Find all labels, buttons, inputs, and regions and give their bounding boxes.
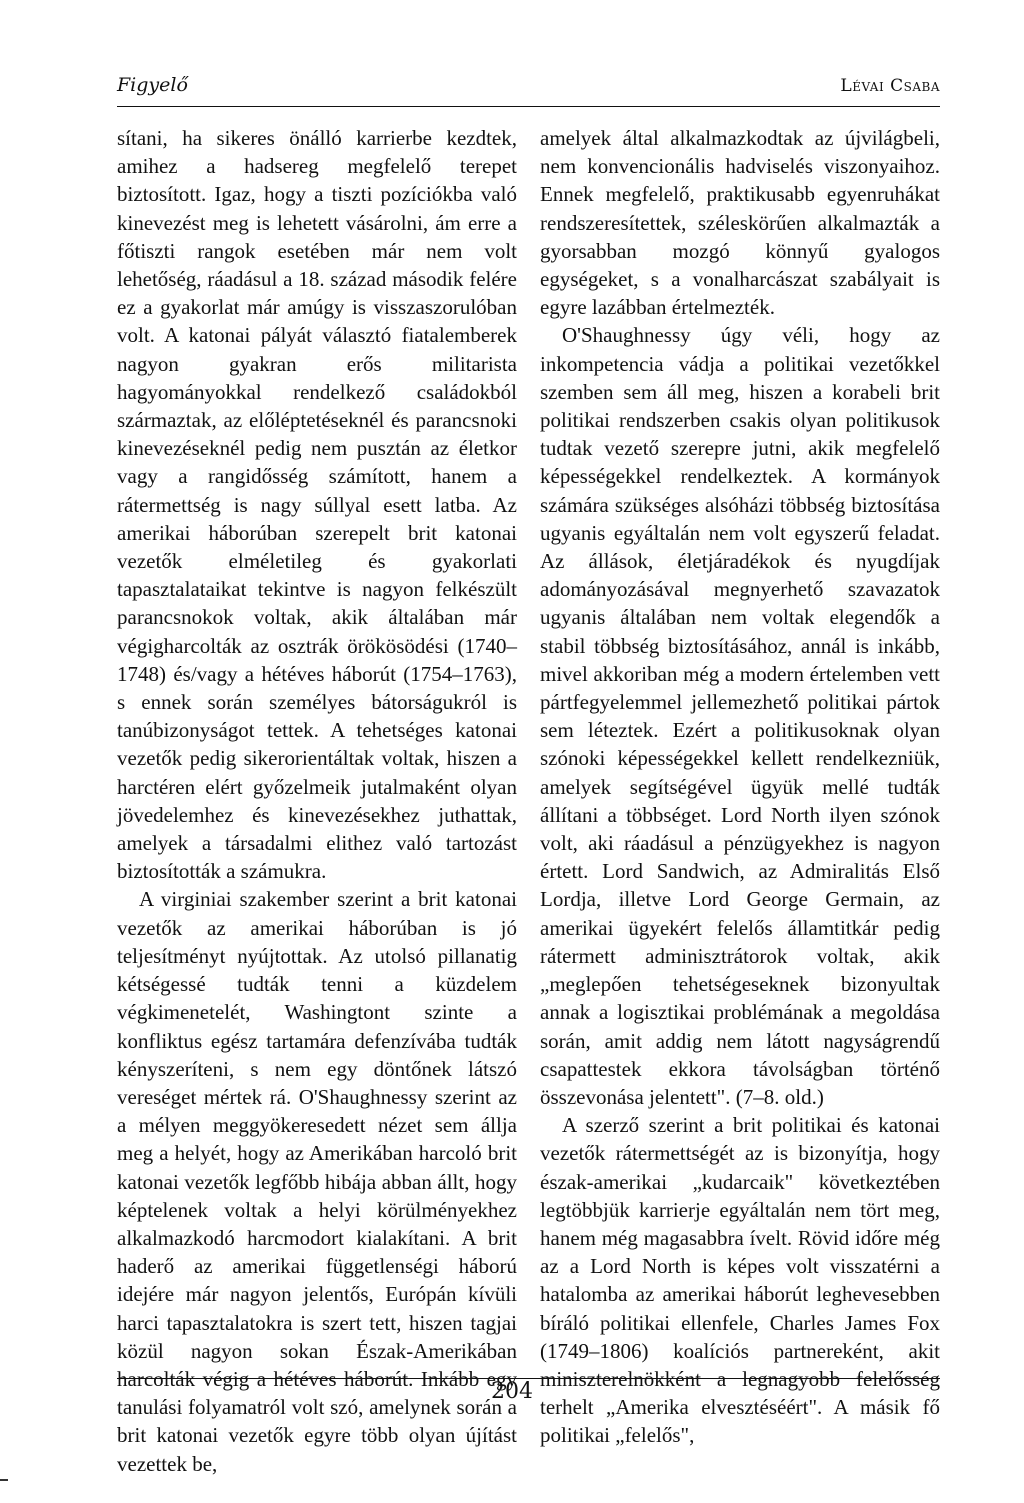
author-name: Lévai Csaba <box>840 76 940 96</box>
running-head <box>117 74 940 100</box>
left-column <box>117 124 517 1478</box>
page-number: 204 <box>491 1379 533 1404</box>
left-paragraph-2: A virginiai szakember szerint a brit katonai vezetők az amerikai háborúban is jó teljesítményt nyújtottak. Az utolsó pillanatig kétségessé tudták tenni a küzdelem végkimenetelét, Washingtont szinte a konfliktus egész tartamára defenzívába tudták kényszeríteni, s nem egy döntőnek látszó vereséget mértek rá. O'Shaughnessy szerint az a mélyen meggyökeresedett nézet sem állja meg a helyét, hogy az Amerikában harcoló brit katonai vezetők legfőbb hibája abban állt, hogy képtelenek voltak a helyi körülményekhez alkalmazkodó harcmodort kialakítani. A brit haderő az amerikai függetlenségi háború idejére már nagyon jelentős, Európán kívüli harci tapasztalatokra is szert tett, hiszen tagjai közül nagyon sokan Észak-Amerikában harcolták végig a hétéves háborút. Inkább egy tanulási folyamatról volt szó, amelynek során a brit katonai vezetők egyre több olyan újítást vezettek be, <box>117 887 517 1476</box>
left-paragraph-1: sítani, ha sikeres önálló karrierbe kezdtek, amihez a hadsereg megfelelő terepet biztosított. Igaz, hogy a tiszti pozíciókba való kinevezést meg is lehetett vásárolni, ám erre a főtiszti rangok esetében már nem volt lehetőség, ráadásul a 18. század második felére ez a gyakorlat már amúgy is visszaszorulóban volt. A katonai pályát választó fiatalemberek nagyon gyakran erős militarista hagyományokkal rendelkező családokból származtak, az előléptetéseknél és parancsnoki kinevezéseknél pedig nem pusztán az életkor vagy a rangidősség számított, hanem a rátermettség is nagy súllyal esett latba. Az amerikai háborúban szerepelt brit katonai vezetők elméletileg és gyakorlati tapasztalataikat tekintve is nagyon felkészült parancsnokok voltak, akik általában már végigharcolták az osztrák örökösödési (1740–1748) és/vagy a hétéves háborút (1754–1763), s ennek során személyes bátorságukról is tanúbizonyságot tettek. A tehetséges katonai vezetők pedig sikerorientáltak voltak, hiszen a harctéren elért győzelmeik jutalmaként olyan jövedelemhez és kinevezésekhez juthattak, amelyek a társadalmi elithez való tartozást biztosították a számukra. <box>117 126 517 884</box>
right-paragraph-3: A szerző szerint a brit politikai és katonai vezetők rátermettségét az is bizonyítja, hogy észak-amerikai „kudarcaik" következtében legtöbbjük karrierje egyáltalán nem tört meg, hanem még magasabbra ívelt. Rövid időre még az a Lord North is képes volt visszatérni a hatalomba az amerikai háborút leghevesebben bíráló politikai ellenfele, Charles James Fox (1749–1806) koalíciós partnereként, akit miniszterelnökként a legnagyobb felelősség terhelt „Amerika elvesztéséért". A másik fő politikai „felelős", <box>540 1113 940 1448</box>
journal-name: Figyelő <box>117 74 188 96</box>
scan-artifact-mark <box>0 1479 8 1481</box>
right-paragraph-2: O'Shaughnessy úgy véli, hogy az inkompetencia vádja a politikai vezetőkkel szemben sem áll meg, hiszen a korabeli brit politikai rendszerben csakis olyan politikusok tudtak vezető szerepre jutni, akik megfelelő képességekkel rendelkeztek. A kormányok számára szükséges alsóházi többség biztosítása ugyanis egyáltalán nem volt egyszerű feladat. Az állások, életjáradékok és nyugdíjak adományozásával megnyerhető szavazatok ugyanis általában nem voltak elegendők a stabil többség biztosításához, annál is inkább, mivel akkoriban még a modern értelemben vett pártfegyelemmel jellemezhető politikai pártok sem léteztek. Ezért a politikusoknak olyan szónoki képességekkel kellett rendelkezniük, amelyek segítségével ügyük mellé tudták állítani a többséget. Lord North ilyen szónok volt, aki ráadásul a pénzügyekhez is nagyon értett. Lord Sandwich, az Admiralitás Első Lordja, illetve Lord George Germain, az amerikai ügyekért felelős államtitkár pedig rátermett adminisztrátorok voltak, akik „meglepően tehetségeseknek bizonyultak annak a logisztikai problémának a megoldása során, amit addig nem látott nagyságrendű csapattestek ekkora távolságban történő összevonása jelentett". (7–8. old.) <box>540 323 940 1109</box>
header-rule <box>117 106 940 107</box>
right-column <box>540 124 940 1450</box>
right-paragraph-1: amelyek által alkalmazkodtak az újvilágbeli, nem konvencionális hadviselés viszonyaihoz. Ennek megfelelő, praktikusabb egyenruhákat rendszeresítettek, széleskörűen alkalmazták a gyorsabban mozgó könnyű gyalogos egységeket, s a vonalharcászat szabályait is egyre lazábban értelmezték. <box>540 126 940 320</box>
